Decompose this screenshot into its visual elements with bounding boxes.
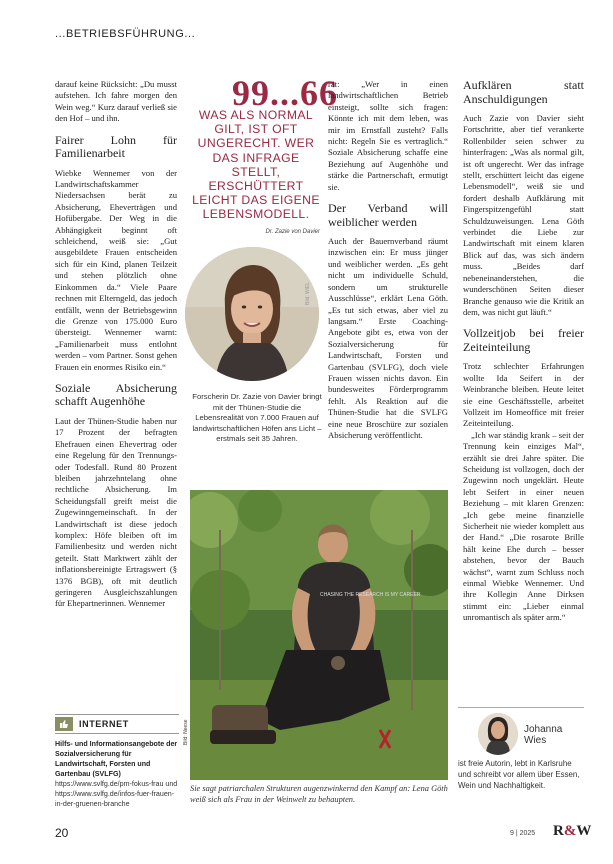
col1-paragraph-2: Laut der Thünen-Studie haben nur 17 Prozent der befragten Ehefrauen einen Ehevertrag oder eine Regelung für den Trennungs- oder Todesfall. Rund 80 Prozent bleiben jahrzehntelang ohne rechtliche Absicherung. Im Scheidungsfall greift meist die Zugewinngemeinschaft. In der Landwirtschaft ist diese jedoch komplex: Höfe bleiben oft im Familienbesitz und werden nicht geteilt. Statt Marktwert zählt der inflationsbereinigte Ertragswert (§ 1376 BGB), oft mit deutlich geringeren Ausgleichszahlungen für Ehepartnerinnen. Wennemer [55, 415, 177, 609]
col3-paragraph-1: rät: „Wer in einen landwirtschaftlichen Betrieb einsteigt, sollte sich fragen: Könnte ich mit dem leben, was mir im Ernstfall zusteht? Falls nicht: Regeln Sie es vertraglich.“ Soziale Absicherung schaffe eine Beziehung auf Augenhöhe und stärke die Partnerschaft, ermutigt sie. [328, 79, 448, 192]
author-name [524, 724, 562, 746]
page-number: 20 [55, 826, 69, 840]
internet-box [55, 714, 179, 809]
col1-heading-1: Fairer Lohn für Familienarbeit [55, 132, 177, 161]
portrait-credit: Bild: WiEL [305, 281, 311, 305]
vineyard-photo [190, 490, 448, 780]
col1-paragraph-1: Wiebke Wennemer von der Landwirtschaftskammer Niedersachsen berät zu Absicherung, Eheverträgen und Hofübergabe. Der Weg in die Abhängigkeit beginnt oft schleichend, weiß sie: „Gut ausgebildete Frauen entscheiden sich für ein Kind, planen Teilzeit und stehen plötzlich ohne Einkommen da.“ Viele Paare rechnen mit Elterngeld, das jedoch entfällt, wenn der Betriebsgewinn die Grenze von 175.000 Euro übersteigt. Wennemer warnt: „Familienarbeit muss entlohnt werden – vom Partner. Sonst gehen Frauen ein enormes Risiko ein.“ [55, 167, 177, 372]
thumbs-up-icon [55, 717, 73, 731]
col4-paragraph-2: Trotz schlechter Erfahrungen wollte Ida Seifert in der Weinbranche bleiben. Heute leitet sie eine Geschäftsstelle, arbeitet Vollzeit im Homeoffice mit freier Zeiteinteilung. [463, 361, 584, 429]
author-first-name: Johanna [524, 724, 563, 735]
internet-links[interactable]: https://www.svlfg.de/pm-fokus-frau und https://www.svlfg.de/infos-fuer-frauen-in-der-gruenen-branche [55, 780, 178, 808]
author-last-name: Wies [524, 735, 547, 746]
col3-paragraph-2: Auch der Bauernverband räumt inzwischen ein: Er muss jünger und weiblicher werden. „Es geht nicht um individuelle Schuld, sondern um strukturelle Ausschlüsse“, erklärt Lena Göth. „Es tut sich etwas, aber viel zu langsam.“ Erste Coaching-Angebote gibt es, etwa von der Sozialversicherung für Landwirtschaft, Forsten und Gartenbau (SVLFG), doch viele Frauen wissen nichts davon. Ein bundesweites Förderprogramm fehlt. Als Reaktion auf die Thünen-Studie hat die SVLFG eine neue Broschüre zur sozialen Absicherung veröffentlicht. [328, 236, 448, 440]
col4-paragraph-1: Auch Zazie von Davier sieht Fortschritte, aber tief verankerte Rollenbilder seien schwer zu hinterfragen: „Was als normal gilt, ist oft ungerecht. Wer das infrage stellt, erschüttert leicht das eigene Lebensmodell“, weiß sie und fordert deshalb Aufklärung mit Fingerspitzengefühl statt Schuldzuweisungen. Lena Göth verbindet die Liebe zur Landwirtschaft mit einem klaren Blick auf das, was sich ändern muss. „Beides darf nebeneinanderstehen, die wunderschönen Seiten dieser Branche genauso wie die Kritik an dem, was nicht gut läuft.“ [463, 113, 584, 317]
pull-quote: WAS ALS NORMAL GILT, IST OFT UNGERECHT. WER DAS INFRAGE STELLT, ERSCHÜTTERT LEICHT DAS EIGENE LEBENSMODELL. [192, 108, 320, 222]
col3-heading-1: Der Verband will weiblicher werden [328, 201, 448, 229]
photo-credit: Bild: Neese [183, 719, 189, 745]
column-1 [55, 79, 177, 610]
portrait-caption: Forscherin Dr. Zazie von Davier bringt mit der Thünen-Studie die Lebensrealität von 7.000 Frauen auf landwirtschaftlichen Höfen ans Licht – erstmals seit 35 Jahren. [192, 392, 322, 444]
author-avatar [478, 713, 518, 755]
col1-heading-2: Soziale Absicherung schafft Augenhöhe [55, 380, 177, 409]
col4-paragraph-3: „Ich war ständig krank – seit der Trennung kein einziges Mal“, erzählt sie drei Jahre später. Die Scheidung ist vollzogen, doch der Zugewinn noch ungeklärt. Heute lebt Seifert in einer neuen Beziehung – mit klaren Grenzen: „Ich gebe meine finanzielle Sicherheit nie wieder komplett aus der Hand.“ „Die rosarote Brille hält keine Ehe durch – besser abstehen, bevor der Bauch wächst“, warnt zum Schluss noch einmal Wiebke Wennemer. Und ihre Kollegin Anne Dirksen stimmt ein: „Lieber einmal unromantisch als später arm.“ [463, 429, 584, 623]
portrait-illustration [185, 247, 319, 381]
magazine-logo [553, 823, 591, 840]
author-bio: ist freie Autorin, lebt in Karlsruhe und schreibt vor allem über Essen, Wein und Nachhaltigkeit. [458, 759, 580, 790]
photo-caption: Sie sagt patriarchalen Strukturen augenzwinkernd den Kampf an: Lena Göth weiß sich als Frau in der Weinwelt zu behaupten. [190, 784, 448, 804]
pull-quote-author: Dr. Zazie von Davier [265, 229, 320, 235]
logo-ampersand: & [563, 823, 577, 839]
col4-heading-2: Vollzeitjob bei freier Zeiteinteilung [463, 326, 584, 354]
col4-heading-1: Aufklären statt Anschuldigungen [463, 78, 584, 106]
col1-intro: darauf keine Rücksicht: „Du musst aufstehen. Ich fahre morgen den Wein weg.“ Kurz darauf verließ sie den Hof – und ihn. [55, 79, 177, 124]
column-3 [328, 79, 448, 441]
internet-title: Hilfs- und Informationsangebote der Sozialversicherung für Landwirtschaft, Forsten und Gartenbau (SVLFG) [55, 740, 178, 778]
internet-header [55, 714, 179, 734]
column-4 [463, 79, 584, 624]
portrait-photo [185, 247, 319, 381]
author-divider [458, 707, 584, 708]
logo-r: R [553, 823, 564, 839]
author-box [458, 707, 584, 790]
quote-marks: 99...66 [232, 73, 338, 113]
internet-label: INTERNET [79, 719, 129, 729]
section-label: ...BETRIEBSFÜHRUNG... [55, 28, 196, 40]
issue-number: 9 | 2025 [510, 830, 536, 837]
shirt-print: CHASING THE RESEARCH IS MY CAREER [320, 592, 421, 598]
vineyard-illustration [190, 490, 448, 780]
logo-w: W [576, 823, 592, 839]
